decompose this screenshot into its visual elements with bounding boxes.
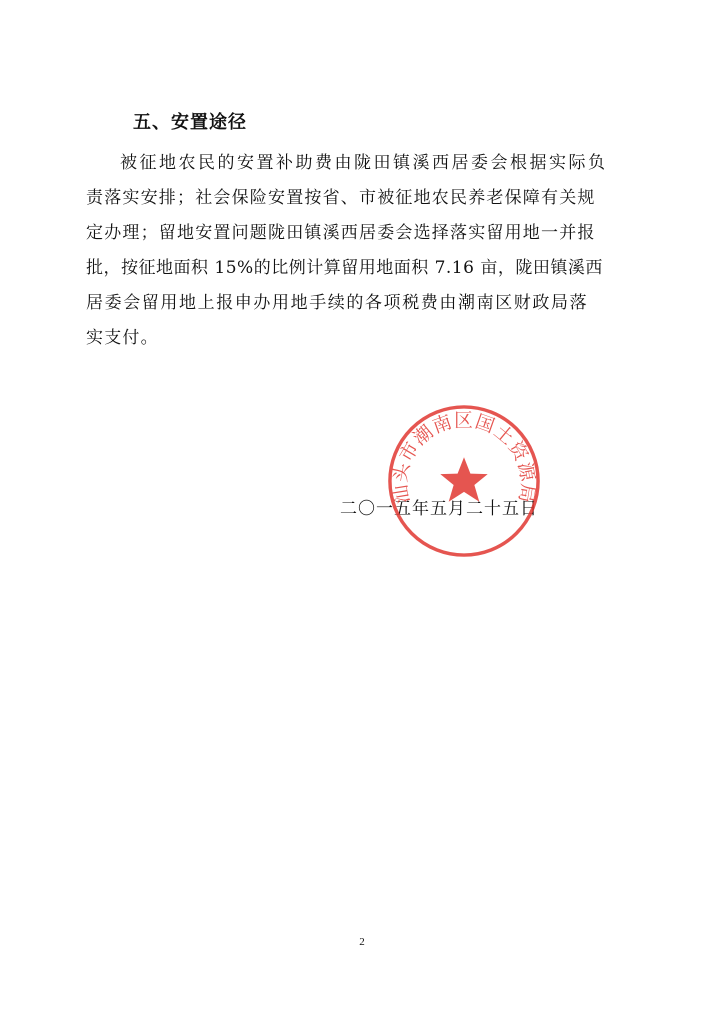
official-seal-stamp <box>385 402 543 560</box>
paragraph-line: 被征地农民的安置补助费由陇田镇溪西居委会根据实际负 <box>120 153 608 173</box>
section-body <box>86 146 646 356</box>
signature-date: 二〇一五年五月二十五日 <box>340 499 538 519</box>
seal-star-icon <box>440 457 487 501</box>
paragraph-line: 实支付。 <box>86 328 159 348</box>
paragraph-line: 批，按征地面积 15%的比例计算留用地面积 7.16 亩，陇田镇溪西 <box>86 258 603 278</box>
paragraph-line: 责落实安排；社会保险安置按省、市被征地农民养老保障有关规 <box>86 188 596 208</box>
paragraph-line: 定办理；留地安置问题陇田镇溪西居委会选择落实留用地一并报 <box>86 223 596 243</box>
section-heading: 五、安置途径 <box>133 112 247 133</box>
paragraph-line: 居委会留用地上报申办用地手续的各项税费由潮南区财政局落 <box>86 293 589 313</box>
page-number: 2 <box>359 936 365 948</box>
svg-text:汕头市潮南区国土资源局: 汕头市潮南区国土资源局 <box>390 410 538 506</box>
